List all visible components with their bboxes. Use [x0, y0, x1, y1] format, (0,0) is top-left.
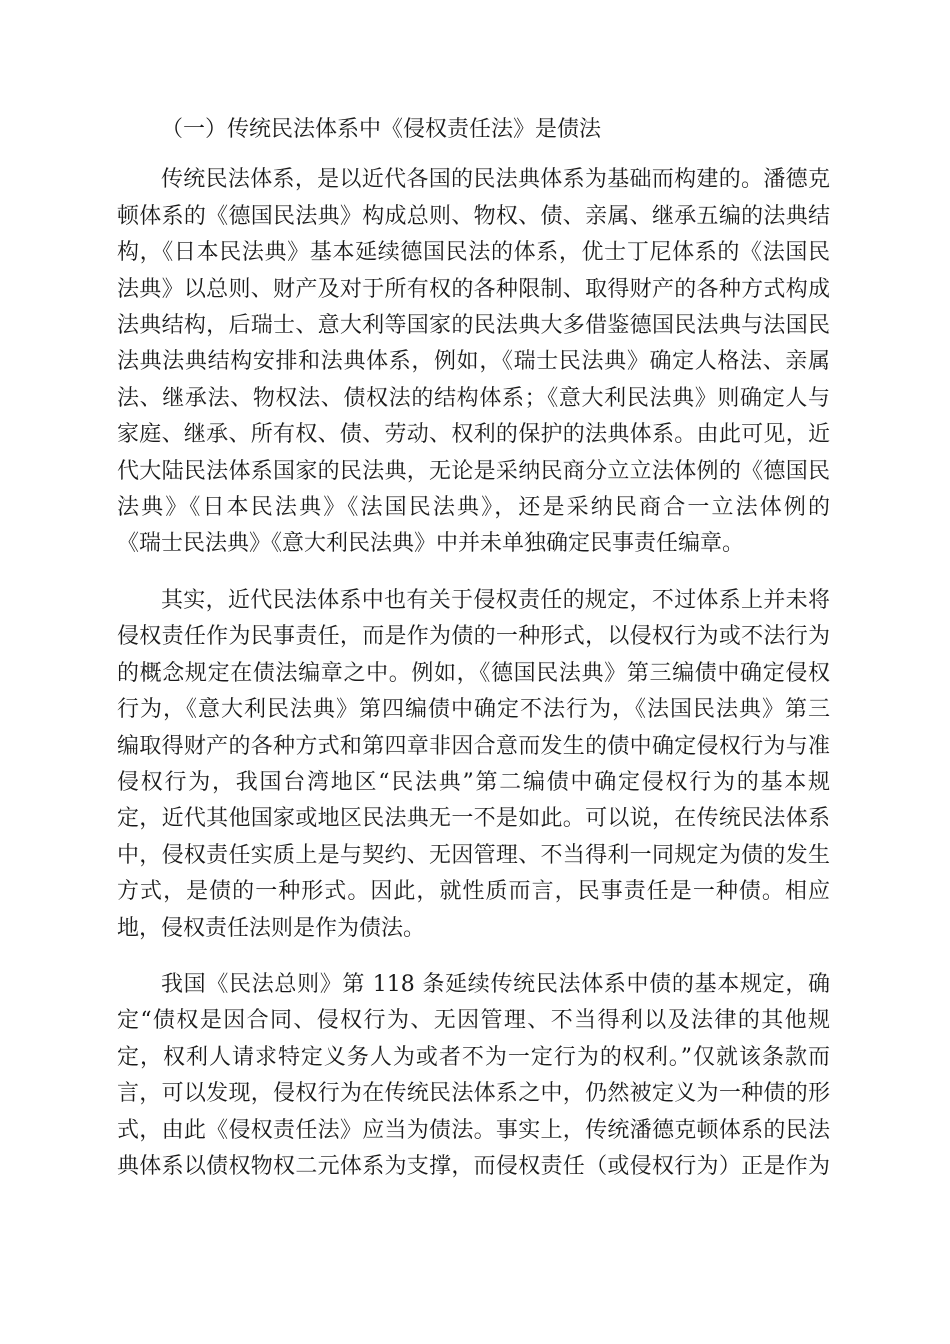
paragraph-line: 方式，是债的一种形式。因此，就性质而言，民事责任是一种债。相应 — [117, 879, 830, 905]
paragraph-line: 《瑞士民法典》《意大利民法典》中并未单独确定民事责任编章。 — [117, 531, 745, 557]
paragraph-3 — [117, 967, 830, 1185]
paragraph-line: 我国《民法总则》第 118 条延续传统民法体系中债的基本规定，确 — [161, 971, 830, 997]
paragraph-line: 定，权利人请求特定义务人为或者不为一定行为的权利。”仅就该条款而 — [117, 1044, 830, 1070]
paragraph-line: 行为，《意大利民法典》第四编债中确定不法行为，《法国民法典》第三 — [117, 697, 830, 723]
paragraph-1 — [117, 162, 830, 562]
paragraph-line: 定，近代其他国家或地区民法典无一不是如此。可以说，在传统民法体系 — [117, 806, 830, 832]
paragraph-line: 编取得财产的各种方式和第四章非因合意而发生的债中确定侵权行为与准 — [117, 733, 830, 759]
paragraph-line: 顿体系的《德国民法典》构成总则、物权、债、亲属、继承五编的法典结 — [117, 203, 830, 229]
paragraph-line: 侵权行为，我国台湾地区“民法典”第二编债中确定侵权行为的基本规 — [117, 769, 830, 795]
paragraph-line: 法典法典结构安排和法典体系，例如，《瑞士民法典》确定人格法、亲属 — [117, 349, 830, 375]
paragraph-line: 代大陆民法体系国家的民法典，无论是采纳民商分立立法体例的《德国民 — [117, 458, 830, 484]
paragraph-2 — [117, 583, 830, 947]
document-page — [117, 112, 830, 1205]
paragraph-line: 式，由此《侵权责任法》应当为债法。事实上，传统潘德克顿体系的民法 — [117, 1117, 830, 1143]
paragraph-line: 传统民法体系，是以近代各国的民法典体系为基础而构建的。潘德克 — [161, 167, 830, 193]
paragraph-line: 家庭、继承、所有权、债、劳动、权利的保护的法典体系。由此可见，近 — [117, 422, 830, 448]
paragraph-line: 定“债权是因合同、侵权行为、无因管理、不当得利以及法律的其他规 — [117, 1008, 830, 1034]
paragraph-line: 中，侵权责任实质上是与契约、无因管理、不当得利一同规定为债的发生 — [117, 842, 830, 868]
paragraph-line: 典体系以债权物权二元体系为支撑，而侵权责任（或侵权行为）正是作为 — [117, 1153, 830, 1179]
paragraph-line: 法典》以总则、财产及对于所有权的各种限制、取得财产的各种方式构成 — [117, 276, 830, 302]
paragraph-line: 言，可以发现，侵权行为在传统民法体系之中，仍然被定义为一种债的形 — [117, 1081, 830, 1107]
paragraph-line: 法典结构，后瑞士、意大利等国家的民法典大多借鉴德国民法典与法国民 — [117, 313, 830, 339]
paragraph-line: 侵权责任作为民事责任，而是作为债的一种形式，以侵权行为或不法行为 — [117, 624, 830, 650]
paragraph-line: 法、继承法、物权法、债权法的结构体系；《意大利民法典》则确定人与 — [117, 385, 830, 411]
paragraph-line: 法典》《日本民法典》《法国民法典》，还是采纳民商合一立法体例的 — [117, 495, 830, 521]
paragraph-line: 地，侵权责任法则是作为债法。 — [117, 915, 426, 941]
paragraph-line: 其实，近代民法体系中也有关于侵权责任的规定，不过体系上并未将 — [161, 587, 830, 613]
section-heading: （一）传统民法体系中《侵权责任法》是债法 — [161, 117, 602, 142]
paragraph-line: 的概念规定在债法编章之中。例如，《德国民法典》第三编债中确定侵权 — [117, 660, 830, 686]
paragraph-line: 构，《日本民法典》基本延续德国民法的体系，优士丁尼体系的《法国民 — [117, 240, 830, 266]
